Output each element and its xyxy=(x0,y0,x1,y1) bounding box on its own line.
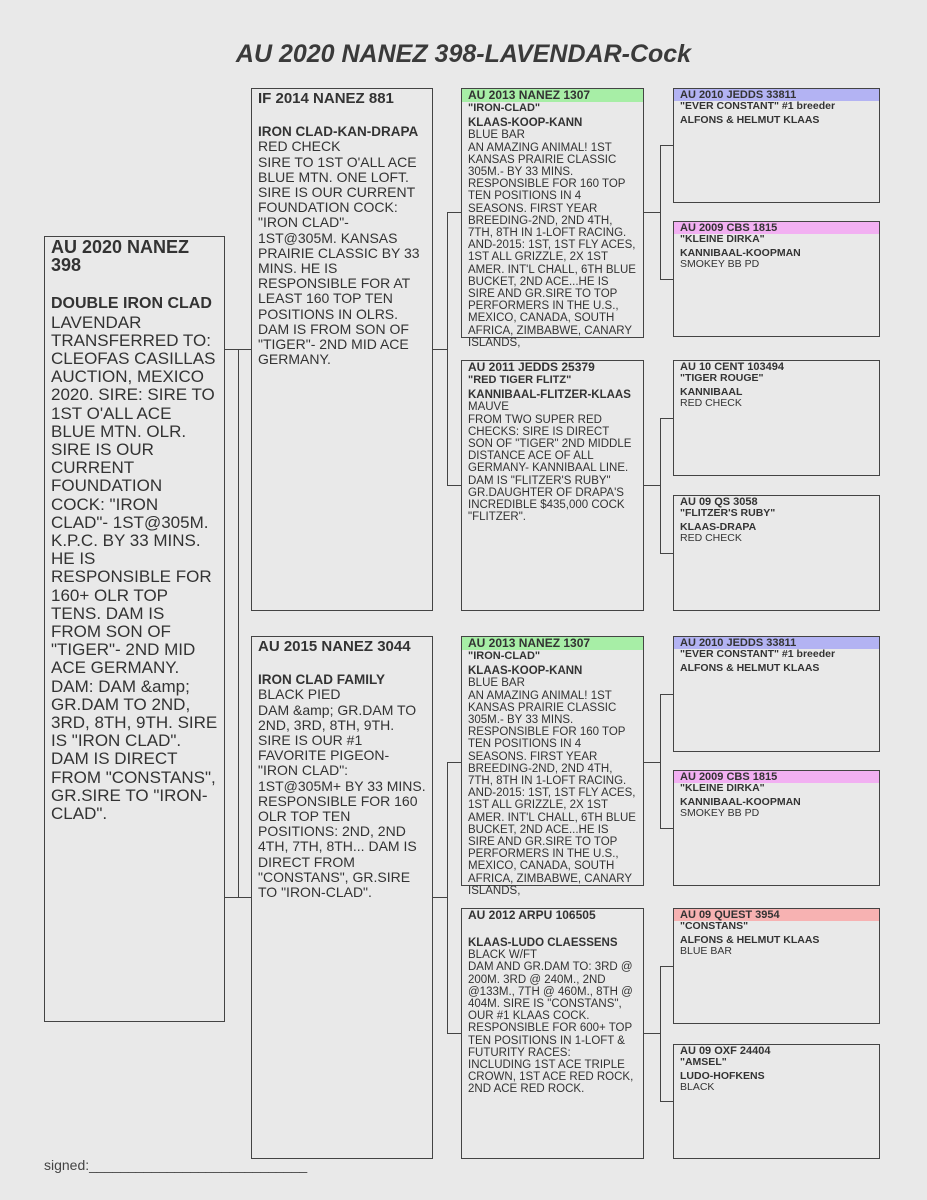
connector-line xyxy=(433,349,448,350)
gen3-notes: AN AMAZING ANIMAL! 1ST KANSAS PRAIRIE CLASSIC 305M.- BY 33 MINS. RESPONSIBLE FOR 160 TOP TEN POSITIONS IN 4 SEASONS. FIRST YEAR BREEDING-2ND, 2ND 4TH, 7TH, 8TH IN 1-LOFT RACING. AND-2015: 1ST, 1ST FLY ACES, 1ST ALL GRIZZLE, 2X 1ST AMER. INT'L CHALL, 6TH BLUE BUCKET, 2ND ACE...HE IS SIRE AND GR.SIRE TO TOP PERFORMERS IN THE U.S., MEXICO, CANADA, SOUTH AFRICA, ZIMBABWE, CANARY ISLANDS, xyxy=(468,689,636,897)
connector-line xyxy=(660,553,673,554)
gen4-band-id: AU 2010 JEDDS 33811 xyxy=(674,89,879,101)
gen3-band-id: AU 2013 NANEZ 1307 xyxy=(462,89,643,102)
gen4-nickname: "KLEINE DIRKA" xyxy=(680,233,765,245)
gen4-box-5 xyxy=(673,636,880,752)
gen4-box-3 xyxy=(673,360,880,476)
subject-color: LAVENDAR xyxy=(51,312,142,332)
gen3-sire-sire-box xyxy=(461,88,644,349)
gen4-band-id: AU 2010 JEDDS 33811 xyxy=(674,637,879,649)
connector-line xyxy=(447,1033,461,1034)
gen4-nickname: "TIGER ROUGE" xyxy=(680,372,764,384)
gen3-notes: AN AMAZING ANIMAL! 1ST KANSAS PRAIRIE CLASSIC 305M.- BY 33 MINS. RESPONSIBLE FOR 160 TOP TEN POSITIONS IN 4 SEASONS. FIRST YEAR BREEDING-2ND, 2ND 4TH, 7TH, 8TH IN 1-LOFT RACING. AND-2015: 1ST, 1ST FLY ACES, 1ST ALL GRIZZLE, 2X 1ST AMER. INT'L CHALL, 6TH BLUE BUCKET, 2ND ACE...HE IS SIRE AND GR.SIRE TO TOP PERFORMERS IN THE U.S., MEXICO, CANADA, SOUTH AFRICA, ZIMBABWE, CANARY ISLANDS, xyxy=(468,141,636,349)
gen3-name: KLAAS-KOOP-KANN xyxy=(468,117,583,130)
dam-name: IRON CLAD FAMILY xyxy=(258,672,386,688)
connector-line xyxy=(238,349,239,897)
gen3-color: MAUVE xyxy=(468,401,509,414)
connector-line xyxy=(433,897,448,898)
gen4-nickname: "FLITZER'S RUBY" xyxy=(680,507,776,519)
connector-line xyxy=(660,145,661,280)
gen4-band-id: AU 09 OXF 24404 xyxy=(680,1045,771,1057)
connector-line xyxy=(644,212,661,213)
connector-line xyxy=(225,897,251,898)
gen3-color: BLUE BAR xyxy=(468,129,525,142)
gen4-name: KANNIBAAL-KOOPMAN xyxy=(680,247,801,259)
subject-box xyxy=(44,236,225,1022)
subject-name: DOUBLE IRON CLAD xyxy=(51,295,212,313)
dam-box xyxy=(251,636,433,1159)
subject-band-id: AU 2020 NANEZ 398 xyxy=(51,237,190,276)
gen4-nickname: "CONSTANS" xyxy=(680,920,749,932)
gen3-nickname xyxy=(462,922,643,934)
gen4-color: SMOKEY BB PD xyxy=(680,258,760,270)
gen3-nickname: "RED TIGER FLITZ" xyxy=(468,374,572,386)
sire-band-id: IF 2014 NANEZ 881 xyxy=(258,90,394,107)
gen4-name: ALFONS & HELMUT KLAAS xyxy=(680,662,820,674)
gen3-sire-dam-box xyxy=(461,360,644,611)
gen3-notes: FROM TWO SUPER RED CHECKS: SIRE IS DIRECT SON OF "TIGER" 2ND MIDDLE DISTANCE ACE OF ALL GERMANY- KANNIBAAL LINE. DAM IS "FLITZER'S RUBY" GR.DAUGHTER OF DRAPA'S INCREDIBLE $435,000 COCK "FLITZER". xyxy=(468,413,632,524)
dam-notes: DAM &amp; GR.DAM TO 2ND, 3RD, 8TH, 9TH. SIRE IS OUR #1 FAVORITE PIGEON- "IRON CLAD": 1ST@305M+ BY 33 MINS. RESPONSIBLE FOR 160 OLR TOP TEN POSITIONS: 2ND, 2ND 4TH, 7TH, 8TH... DAM IS DIRECT FROM "CONSTANS", GR.SIRE TO "IRON-CLAD". xyxy=(258,701,426,901)
gen3-dam-sire-box xyxy=(461,636,644,897)
page-title: AU 2020 NANEZ 398-LAVENDAR-Cock xyxy=(235,40,692,68)
gen4-nickname: "AMSEL" xyxy=(680,1056,727,1068)
connector-line xyxy=(660,966,673,967)
gen4-name: ALFONS & HELMUT KLAAS xyxy=(680,114,820,126)
gen3-band-id: AU 2012 ARPU 106505 xyxy=(468,908,596,922)
connector-line xyxy=(447,212,461,213)
gen4-color: BLUE BAR xyxy=(680,945,732,957)
gen4-box-1 xyxy=(673,88,880,203)
gen3-color: BLACK W/FT xyxy=(468,949,538,962)
gen4-box-8 xyxy=(673,1044,880,1159)
gen4-band-id: AU 10 CENT 103494 xyxy=(680,361,784,373)
signature-line: signed:____________________________ xyxy=(44,1157,308,1173)
gen3-name: KLAAS-LUDO CLAESSENS xyxy=(468,937,618,949)
gen4-name: KANNIBAAL xyxy=(680,386,743,398)
connector-line xyxy=(447,762,461,763)
gen3-name: KANNIBAAL-FLITZER-KLAAS xyxy=(468,389,631,402)
gen4-nickname: "KLEINE DIRKA" xyxy=(680,782,765,794)
connector-line xyxy=(660,145,673,146)
gen4-name: KLAAS-DRAPA xyxy=(680,521,757,533)
gen3-dam-dam-box xyxy=(461,908,644,1159)
gen3-band-id: AU 2013 NANEZ 1307 xyxy=(462,637,643,650)
gen3-nickname: "IRON-CLAD" xyxy=(468,102,541,114)
gen4-box-4 xyxy=(673,495,880,611)
connector-line xyxy=(447,762,448,1034)
sire-box xyxy=(251,88,433,611)
gen4-box-2 xyxy=(673,221,880,337)
gen3-name: KLAAS-KOOP-KANN xyxy=(468,665,583,678)
connector-line xyxy=(225,349,238,350)
sire-notes: SIRE TO 1ST O'ALL ACE BLUE MTN. ONE LOFT. SIRE IS OUR CURRENT FOUNDATION COCK: "IRON CLAD"- 1ST@305M. KANSAS PRAIRIE CLASSIC BY 33 MINS. HE IS RESPONSIBLE FOR AT LEAST 160 TOP TEN POSITIONS IN OLRS. DAM IS FROM SON OF "TIGER"- 2ND MID ACE GERMANY. xyxy=(258,153,420,368)
gen4-band-id: AU 2009 CBS 1815 xyxy=(674,771,879,783)
connector-line xyxy=(238,349,251,350)
gen4-name: ALFONS & HELMUT KLAAS xyxy=(680,934,820,946)
gen4-band-id: AU 2009 CBS 1815 xyxy=(674,222,879,234)
gen4-band-id: AU 09 QUEST 3954 xyxy=(674,909,879,921)
connector-line xyxy=(660,418,661,554)
connector-line xyxy=(644,762,661,763)
gen4-box-6 xyxy=(673,770,880,886)
connector-line xyxy=(644,1033,661,1034)
connector-line xyxy=(644,485,661,486)
gen4-nickname: "EVER CONSTANT" #1 breeder xyxy=(680,100,836,112)
connector-line xyxy=(660,279,673,280)
gen3-band-id: AU 2011 JEDDS 25379 xyxy=(468,360,595,374)
gen4-band-id: AU 09 QS 3058 xyxy=(680,496,758,508)
connector-line xyxy=(660,1101,673,1102)
gen4-color: BLACK xyxy=(680,1081,715,1093)
gen4-box-7 xyxy=(673,908,880,1024)
connector-line xyxy=(447,212,448,486)
dam-band-id: AU 2015 NANEZ 3044 xyxy=(258,638,411,655)
gen3-color: BLUE BAR xyxy=(468,677,525,690)
gen4-name: KANNIBAAL-KOOPMAN xyxy=(680,796,801,808)
connector-line xyxy=(447,485,461,486)
dam-color: BLACK PIED xyxy=(258,686,341,703)
connector-line xyxy=(660,694,673,695)
gen3-nickname: "IRON-CLAD" xyxy=(468,650,541,662)
connector-line xyxy=(660,966,661,1102)
gen4-color: RED CHECK xyxy=(680,532,742,544)
gen4-color: RED CHECK xyxy=(680,397,742,409)
sire-color: RED CHECK xyxy=(258,138,341,155)
connector-line xyxy=(660,694,661,829)
gen4-name: LUDO-HOFKENS xyxy=(680,1070,765,1082)
gen4-nickname: "EVER CONSTANT" #1 breeder xyxy=(680,648,836,660)
gen3-notes: DAM AND GR.DAM TO: 3RD @ 200M. 3RD @ 240M., 2ND @133M., 7TH @ 460M., 8TH @ 404M. SIRE IS "CONSTANS", OUR #1 KLAAS COCK. RESPONSIBLE FOR 600+ TOP TEN POSITIONS IN 1-LOFT & FUTURITY RACES: INCLUDING 1ST ACE TRIPLE CROWN, 1ST ACE RED ROCK, 2ND ACE RED ROCK. xyxy=(468,961,634,1096)
connector-line xyxy=(660,418,673,419)
gen4-color: SMOKEY BB PD xyxy=(680,807,760,819)
connector-line xyxy=(660,828,673,829)
subject-notes: TRANSFERRED TO: CLEOFAS CASILLAS AUCTION, MEXICO 2020. SIRE: SIRE TO 1ST O'ALL ACE BLUE MTN. OLR. SIRE IS OUR CURRENT FOUNDATION COCK: "IRON CLAD"- 1ST@305M. K.P.C. BY 33 MINS. HE IS RESPONSIBLE FOR 160+ OLR TOP TENS. DAM IS FROM SON OF "TIGER"- 2ND MID ACE GERMANY. DAM: DAM &amp; GR.DAM TO 2ND, 3RD, 8TH, 9TH. SIRE IS "IRON CLAD". DAM IS DIRECT FROM "CONSTANS", GR.SIRE TO "IRON-CLAD". xyxy=(51,330,218,824)
sire-name: IRON CLAD-KAN-DRAPA xyxy=(258,124,419,140)
